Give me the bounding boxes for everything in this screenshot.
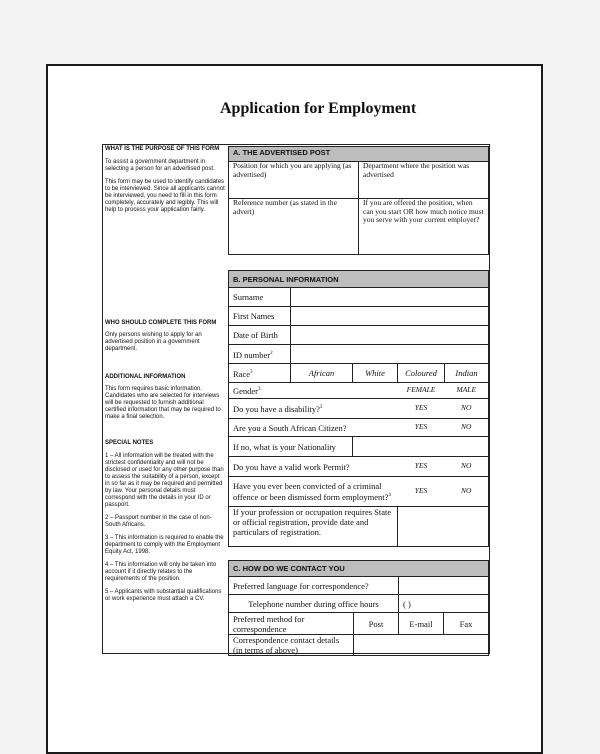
note-5: 5 – Applicants with substantial qualifications or work experience must attach a CV. bbox=[105, 589, 222, 602]
reference-label: Reference number (as stated in the advert) bbox=[233, 198, 337, 216]
dob-label: Date of Birth bbox=[229, 326, 291, 345]
convicted-text: Have you ever been convicted of a criminal offence or been dismissed form employment? bbox=[233, 481, 389, 502]
gender-option-male[interactable]: MALE bbox=[445, 383, 489, 399]
department-label: Department where the position was advertised bbox=[363, 161, 470, 179]
convicted-no[interactable]: NO bbox=[445, 477, 489, 507]
special-notes-section bbox=[105, 440, 225, 603]
note-3: 3 – This information is required to enable the department to comply with the Employment Equity Act, 1998. bbox=[105, 535, 224, 555]
page-title: Application for Employment bbox=[220, 100, 417, 117]
note-4: 4 – This information will only be taken into account if it directly relates to the requirements of the position. bbox=[105, 562, 217, 582]
gender-label bbox=[229, 383, 398, 399]
race-label bbox=[229, 364, 291, 383]
section-b-header: B. PERSONAL INFORMATION bbox=[229, 271, 489, 288]
surname-label: Surname bbox=[229, 288, 291, 307]
contact-details-label: Correspondence contact details (in terms of above) bbox=[229, 635, 354, 656]
who-paragraph: Only persons wishing to apply for an advertised position in a government department. bbox=[105, 332, 202, 352]
convicted-footnote: 4 bbox=[388, 493, 391, 499]
purpose-paragraph-1: To assist a government department in selecting a person for an advertised post. bbox=[105, 159, 215, 172]
method-option-post[interactable]: Post bbox=[354, 613, 399, 635]
nationality-input[interactable] bbox=[353, 437, 489, 457]
gender-text: Gender bbox=[233, 385, 259, 396]
method-option-fax[interactable]: Fax bbox=[444, 613, 489, 635]
method-label: Preferred method for correspondence bbox=[229, 613, 354, 635]
purpose-section bbox=[105, 146, 225, 214]
purpose-heading: WHAT IS THE PURPOSE OF THIS FORM bbox=[105, 146, 220, 152]
nationality-label: If no, what is your Nationality bbox=[229, 437, 353, 457]
dob-input[interactable] bbox=[291, 326, 489, 345]
section-a-table bbox=[228, 146, 489, 255]
race-text: Race bbox=[233, 368, 250, 379]
method-option-email[interactable]: E-mail bbox=[399, 613, 444, 635]
race-option-coloured[interactable]: Coloured bbox=[398, 364, 445, 383]
section-c-table bbox=[228, 560, 489, 656]
section-c-header: C. HOW DO WE CONTACT YOU bbox=[229, 561, 489, 577]
permit-label: Do you have a valid work Permit? bbox=[229, 457, 398, 477]
race-option-indian[interactable]: Indian bbox=[445, 364, 489, 383]
first-names-label: First Names bbox=[229, 307, 291, 326]
disability-text: Do you have a disability? bbox=[233, 403, 320, 414]
language-input[interactable] bbox=[399, 577, 489, 595]
section-b-table bbox=[228, 270, 489, 547]
disability-label bbox=[229, 399, 398, 419]
race-option-african[interactable]: African bbox=[291, 364, 353, 383]
registration-input[interactable] bbox=[398, 507, 489, 547]
who-section bbox=[105, 320, 225, 353]
additional-info-heading: ADDITIONAL INFORMATION bbox=[105, 374, 186, 380]
reference-number-field[interactable] bbox=[229, 199, 359, 255]
note-1: 1 – All information will be treated with the strictest confidentiality and will not be disclosed or used for any other purpose than to assess the suitability of a person, except in so far as it may be required and permitted by law. Your personal details must correspond with the details in your ID or passport. bbox=[105, 453, 224, 508]
telephone-brackets: ( ) bbox=[403, 598, 411, 609]
disability-no[interactable]: NO bbox=[445, 399, 489, 419]
convicted-yes[interactable]: YES bbox=[398, 477, 445, 507]
position-field[interactable] bbox=[229, 162, 359, 199]
registration-label: If your profession or occupation requires State or official registration, provide date and particulars of registration. bbox=[229, 507, 398, 547]
note-2: 2 – Passport number in the case of non-South Africans. bbox=[105, 515, 212, 528]
who-heading: WHO SHOULD COMPLETE THIS FORM bbox=[105, 320, 217, 326]
citizen-yes[interactable]: YES bbox=[398, 419, 445, 437]
citizen-label: Are you a South African Citizen? bbox=[229, 419, 398, 437]
convicted-label bbox=[229, 477, 398, 507]
disability-footnote: 3 bbox=[319, 405, 323, 411]
special-notes-heading: SPECIAL NOTES bbox=[105, 440, 154, 446]
section-a-header: A. THE ADVERTISED POST bbox=[229, 147, 489, 162]
id-number-footnote: 2 bbox=[270, 350, 273, 356]
gender-option-female[interactable]: FEMALE bbox=[398, 383, 445, 399]
gender-footnote: 3 bbox=[258, 387, 261, 393]
language-label: Preferred language for correspondence? bbox=[229, 577, 399, 595]
telephone-input[interactable] bbox=[399, 595, 489, 613]
department-field[interactable] bbox=[359, 162, 489, 199]
additional-info-section bbox=[105, 374, 225, 421]
notice-period-field[interactable] bbox=[359, 199, 489, 255]
contact-details-input[interactable] bbox=[354, 635, 489, 656]
race-option-white[interactable]: White bbox=[353, 364, 398, 383]
position-label: Position for which you are applying (as advertised) bbox=[233, 161, 352, 179]
id-number-label bbox=[229, 345, 291, 364]
race-footnote: 3 bbox=[250, 369, 253, 375]
telephone-label: Telephone number during office hours bbox=[229, 595, 399, 613]
first-names-input[interactable] bbox=[291, 307, 489, 326]
permit-yes[interactable]: YES bbox=[398, 457, 445, 477]
form-page bbox=[46, 64, 543, 754]
notice-label: If you are offered the position, when can you start OR how much notice must you serve with your current employer? bbox=[363, 198, 484, 224]
id-number-text: ID number bbox=[233, 349, 271, 360]
id-number-input[interactable] bbox=[291, 345, 489, 364]
surname-input[interactable] bbox=[291, 288, 489, 307]
disability-yes[interactable]: YES bbox=[398, 399, 445, 419]
citizen-no[interactable]: NO bbox=[445, 419, 489, 437]
permit-no[interactable]: NO bbox=[445, 457, 489, 477]
additional-info-paragraph: This form requires basic information. Candidates who are selected for interviews will be requested to furnish additional certified information that may be required to make a final selection. bbox=[105, 386, 221, 420]
purpose-paragraph-2: This form may be used to identify candidates to be interviewed. Since all applicants cannot be interviewed, you need to fill in this form completely, accurately and legibly. This will help to process your application fairly. bbox=[105, 179, 225, 213]
